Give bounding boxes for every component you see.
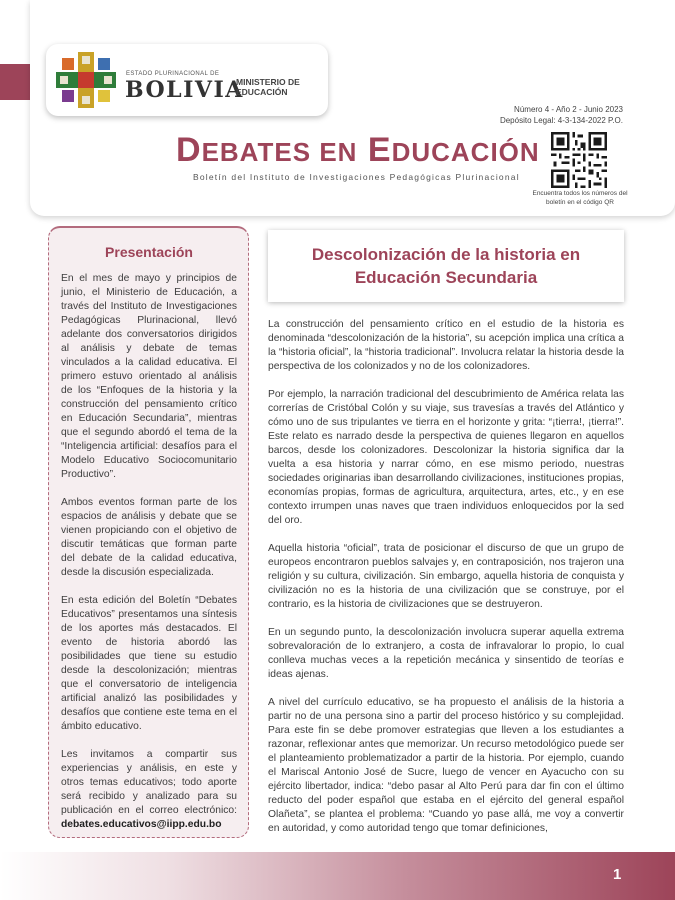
ministry-logo [46, 44, 328, 116]
contact-email-link[interactable]: debates.educativos@iipp.edu.bo [61, 819, 222, 830]
sidebar-heading: Presentación [105, 244, 193, 260]
bulletin-title [176, 131, 540, 170]
legal-deposit: Depósito Legal: 4-3-134-2022 P.O. [499, 116, 623, 125]
title-rest-2: DUCACIÓN [391, 137, 540, 167]
bolivia-emblem-icon [56, 52, 116, 108]
bulletin-subtitle: Boletín del Instituto de Investigaciones Pedagógicas Plurinacional [193, 172, 520, 182]
article-body [268, 318, 624, 850]
issue-number: Número 4 - Año 2 - Junio 2023 [514, 105, 623, 114]
title-rest-1: EBATES EN [201, 137, 358, 167]
title-initial-1: D [176, 131, 202, 169]
article-title-box [268, 230, 624, 302]
footer-band [0, 852, 675, 900]
article-paragraph: Por ejemplo, la narración tradicional del descubrimiento de América relata las correrías de Cristóbal Colón y su viaje, sus travesías a través del Atlántico y cómo uno de sus tripulantes ve tierra en el horizonte y grita: “¡tierra!, ¡tierra!”. Este relato es narrado desde la perspectiva de quienes llegaron en aquellos barcos, desde los colonizadores. Descolonizar la historia significa dar la vuelta a esa historia y narrar cómo, en ese mismo periodo, nuestras sociedades originarias iban desarrollando civilizaciones, instituciones propias, economías propias, formas de agricultura, arquitectura, artes, etc., y en ese contexto irrumpen unas naves que traen individuos enloquecidos por la sed del oro. [268, 389, 624, 526]
state-label-small: ESTADO PLURINACIONAL DE [126, 71, 220, 77]
article-paragraph: En un segundo punto, la descolonización involucra superar aquella extrema sobrevaloración de lo extranjero, a costa de infravalorar lo propio, lo cual conlleva muchas veces a la repetición mecánica y sinsentido de teorías e ideas ajenas. [268, 627, 624, 680]
sidebar-paragraph: En esta edición del Boletín “Debates Educativos” presentamos una síntesis de los aportes más destacados. El evento de historia abordó las posibilidades que tiene su estudio desde la descolonización; mientras que el conversatorio de inteligencia artificial analizó las posibilidades y desafíos que contiene este tema en el ámbito educativo. [61, 595, 237, 732]
qr-caption: Encuentra todos los números del boletín en el código QR [532, 190, 628, 206]
issue-info [500, 104, 623, 126]
presentation-sidebar [48, 226, 249, 838]
state-label-big: BOLIVIA [125, 77, 244, 103]
qr-code-icon[interactable] [551, 132, 607, 188]
sidebar-invitation-text: Les invitamos a compartir sus experiencias y análisis, en este y otros temas educativos; todo aporte será recibido y analizado para su publicación en el correo electrónico: [61, 749, 237, 816]
title-initial-2: E [367, 131, 392, 169]
sidebar-paragraph: Ambos eventos forman parte de los espacios de análisis y debate que se vienen propiciando con el objetivo de discutir temáticas que forman parte del debate de la calidad educativa, desde la discusión especializada. [61, 497, 237, 578]
article-paragraph: La construcción del pensamiento crítico en el estudio de la historia es denominada “descolonización de la historia”, su acepción implica una crítica a la “historia oficial”, la “historia tradicional”. Involucra relatar la historia desde la perspectiva de los colonizados y no de los colonizadores. [268, 319, 624, 372]
article-paragraph: Aquella historia “oficial”, trata de posicionar el discurso de que un grupo de europeos encontraron pueblos salvajes y, en contraposición, nos trajeron una religión y su cultura, civilización. Sin embargo, aquella historia de conquista y civilización no es la historia de una civilización que se construye, por el contrario, es la historia de civilizaciones que se destruyeron. [268, 543, 624, 610]
ministry-label: MINISTERIO DE EDUCACIÓN [236, 77, 300, 97]
article-paragraph: A nivel del currículo educativo, se ha propuesto el análisis de la historia a partir no de una persona sino a partir del proceso histórico y su complejidad. Para este fin se debe promover estrategias que lleven a los estudiantes a razonar, reflexionar antes que memorizar. Un recurso metodológico puede ser el planteamiento problematizador a partir de la historia. Por ejemplo, cuando el Mariscal Antonio José de Sucre, luego de vencer en Ayacucho con su ejército libertador, indica: “debo pasar al Alto Perú para dar fin con el último reducto del poder español que estaba en el ejército del general español Olañeta”, se plantea el problema: “Cuando yo pase allá, me voy a convertir en autoridad, y como autoridad tengo que tomar definiciones, [268, 697, 625, 834]
page-number: 1 [613, 866, 622, 883]
sidebar-paragraph [61, 748, 237, 832]
sidebar-paragraph: En el mes de mayo y principios de junio, el Ministerio de Educación, a través del Instituto de Investigaciones Pedagógicas Plurinacional, llevó adelante dos conversatorios dirigidos al análisis y debate de temas vinculados a la calidad educativa. El primero estuvo orientado al análisis de los “Enfoques de la historia y la construcción del pensamiento crítico en Educación Secundaria”, mientras que el segundo abordó el tema de la “Inteligencia artificial: desafíos para el Modelo Educativo Sociocomunitario Productivo”. [61, 273, 237, 480]
article-title: Descolonización de la historia en Educación Secundaria [311, 245, 581, 287]
